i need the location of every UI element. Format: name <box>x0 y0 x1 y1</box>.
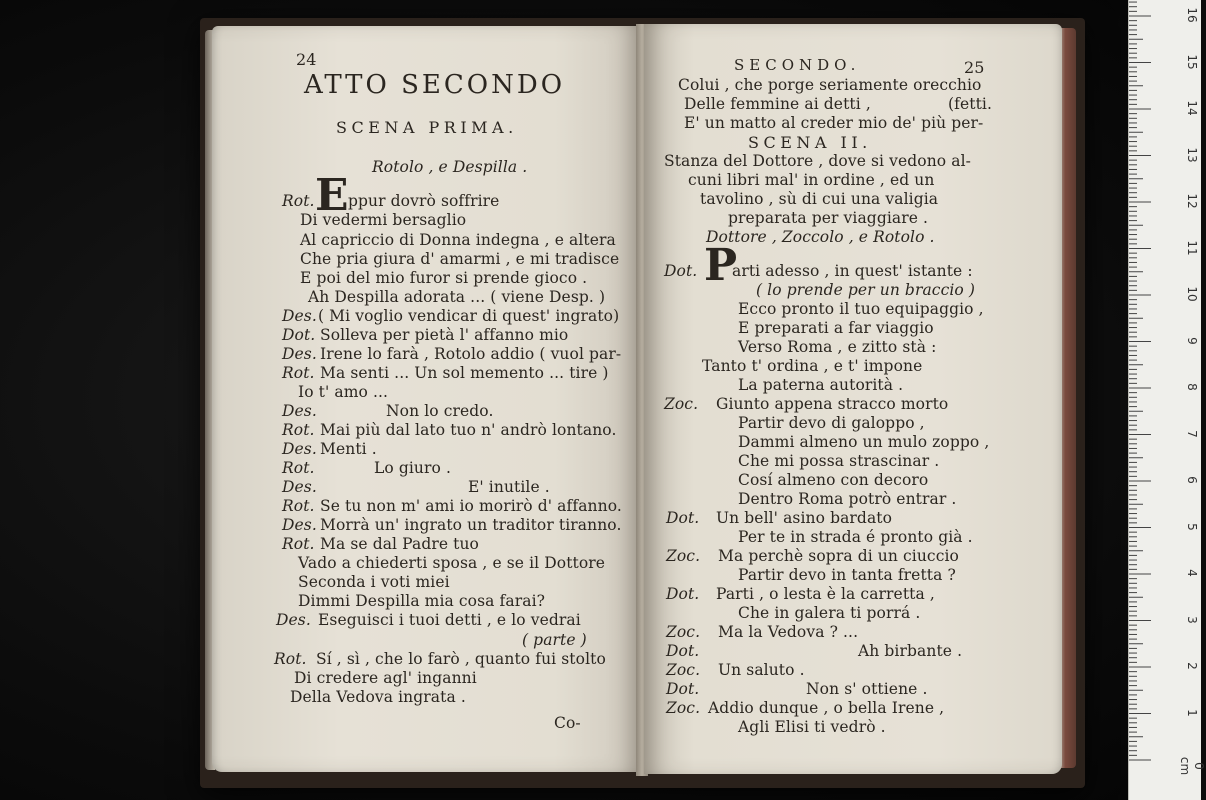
dialogue-line: Di credere agl' inganni <box>294 669 477 687</box>
running-head: SECONDO. <box>734 56 861 74</box>
speaker-label: Rot. <box>282 535 315 553</box>
dialogue-line: E' un matto al creder mio de' più per- <box>684 114 984 132</box>
speaker-label: Rot. <box>282 192 315 210</box>
stage-direction: preparata per viaggiare . <box>728 209 929 227</box>
ruler-label: 10 <box>1185 286 1199 302</box>
speaker-label: Des. <box>282 478 317 496</box>
scene-title: SCENA II. <box>748 133 872 152</box>
dialogue-line: Ma la Vedova ? ... <box>718 623 859 641</box>
dialogue-line: ppur dovrò soffrire <box>348 192 500 210</box>
stage-direction: ( lo prende per un braccio ) <box>756 281 976 299</box>
measuring-ruler <box>1128 0 1201 800</box>
dialogue-line: (fetti. <box>948 95 992 113</box>
dialogue-line: E preparati a far viaggio <box>738 319 934 337</box>
dialogue-line: Seconda i voti miei <box>298 573 450 591</box>
ruler-label: 0 cm <box>1178 756 1206 776</box>
dialogue-line: Per te in strada é pronto già . <box>738 528 973 546</box>
dialogue-line: E poi del mio furor si prende gioco . <box>300 269 588 287</box>
speaker-label: Des. <box>276 611 311 629</box>
speaker-label: Des. <box>282 402 317 420</box>
speaker-label: Dot. <box>666 680 700 698</box>
dialogue-line: Io t' amo ... <box>298 383 389 401</box>
left-page <box>212 26 640 772</box>
catchword: Co- <box>554 714 581 732</box>
speaker-label: Zoc. <box>666 699 701 717</box>
speaker-label: Dot. <box>282 326 316 344</box>
ruler-label: 13 <box>1185 146 1199 163</box>
dialogue-line: Solleva per pietà l' affanno mio <box>320 326 569 344</box>
dialogue-line: Ecco pronto il tuo equipaggio , <box>738 300 984 318</box>
ruler-label: 11 <box>1185 239 1199 256</box>
dialogue-line: Addio dunque , o bella Irene , <box>708 699 945 717</box>
dialogue-line: Morrà un' ingrato un traditor tiranno. <box>320 516 622 534</box>
speaker-label: Zoc. <box>666 623 701 641</box>
dialogue-line: Della Vedova ingrata . <box>290 688 466 706</box>
dialogue-line: Che in galera ti porrá . <box>738 604 921 622</box>
stage-direction: Stanza del Dottore , dove si vedono al- <box>664 152 972 170</box>
speaker-label: Dot. <box>666 509 700 527</box>
ruler-label: 5 <box>1185 522 1199 531</box>
act-title: ATTO SECONDO <box>304 70 566 100</box>
dialogue-line: Partir devo in tanta fretta ? <box>738 566 956 584</box>
dialogue-line: Vado a chiederti sposa , e se il Dottore <box>298 554 606 572</box>
speaker-label: Zoc. <box>664 395 699 413</box>
characters-heading: Rotolo , e Despilla . <box>372 158 528 176</box>
ruler-label: 6 <box>1185 476 1199 484</box>
dialogue-line: Menti . <box>320 440 377 458</box>
ruler-label: 2 <box>1185 662 1199 670</box>
dialogue-line: Irene lo farà , Rotolo addio ( vuol par- <box>320 345 622 363</box>
dialogue-line: Colui , che porge seriamente orecchio <box>678 76 982 94</box>
dialogue-line: Verso Roma , e zitto stà : <box>738 338 937 356</box>
dialogue-line: Ma perchè sopra di un ciuccio <box>718 547 959 565</box>
drop-cap: E <box>315 170 349 221</box>
speaker-label: Dot. <box>664 262 698 280</box>
speaker-label: Zoc. <box>666 547 701 565</box>
ruler-label: 16 <box>1185 7 1199 23</box>
ruler-label: 15 <box>1185 53 1199 70</box>
dialogue-line: Tanto t' ordina , e t' impone <box>702 357 923 375</box>
dialogue-line: Cosí almeno con decoro <box>738 471 929 489</box>
scene-title: SCENA PRIMA. <box>336 118 518 137</box>
dialogue-line: Non s' ottiene . <box>806 680 928 698</box>
speaker-label: Rot. <box>282 459 315 477</box>
ruler-label: 14 <box>1185 100 1199 116</box>
ruler-label: 3 <box>1185 615 1199 624</box>
dialogue-line: Parti , o lesta è la carretta , <box>716 585 935 603</box>
dialogue-line: Eseguisci i tuoi detti , e lo vedrai <box>318 611 581 629</box>
dialogue-line: Che pria giura d' amarmi , e mi tradisce <box>300 250 620 268</box>
ruler-label: 7 <box>1185 429 1199 438</box>
speaker-label: Des. <box>282 345 317 363</box>
dialogue-line: Delle femmine ai detti , <box>684 95 871 113</box>
dialogue-line: Un saluto . <box>718 661 805 679</box>
stage-direction: cuni libri mal' in ordine , ed un <box>688 171 935 189</box>
dialogue-line: Dammi almeno un mulo zoppo , <box>738 433 990 451</box>
dialogue-line: Ma senti ... Un sol memento ... tire ) <box>320 364 609 382</box>
speaker-label: Dot. <box>666 585 700 603</box>
right-page-number: 25 <box>964 58 985 77</box>
dialogue-line: Al capriccio di Donna indegna , e altera <box>300 231 616 249</box>
dialogue-line: Un bell' asino bardato <box>716 509 893 527</box>
dialogue-line: Che mi possa strascinar . <box>738 452 940 470</box>
speaker-label: Dot. <box>666 642 700 660</box>
characters-heading: Dottore , Zoccolo , e Rotolo . <box>706 228 935 246</box>
dialogue-line: Dimmi Despilla mia cosa farai? <box>298 592 546 610</box>
ruler-label: 12 <box>1185 193 1199 209</box>
stage-direction: ( parte ) <box>522 631 587 649</box>
dialogue-line: Non lo credo. <box>386 402 494 420</box>
speaker-label: Des. <box>282 440 317 458</box>
dialogue-line: ( Mi voglio vendicar di quest' ingrato) <box>318 307 620 325</box>
speaker-label: Des. <box>282 516 317 534</box>
dialogue-line: Lo giuro . <box>374 459 452 477</box>
dialogue-line: Agli Elisi ti vedrò . <box>738 718 886 736</box>
dialogue-line: Mai più dal lato tuo n' andrò lontano. <box>320 421 617 439</box>
ruler-label: 1 <box>1185 708 1199 717</box>
drop-cap: P <box>704 240 738 291</box>
dialogue-line: Di vedermi bersaglio <box>300 211 467 229</box>
dialogue-line: E' inutile . <box>468 478 550 496</box>
stage-direction: tavolino , sù di cui una valigia <box>700 190 939 208</box>
ruler-label: 9 <box>1185 336 1199 345</box>
speaker-label: Zoc. <box>666 661 701 679</box>
speaker-label: Rot. <box>274 650 307 668</box>
dialogue-line: Sí , sì , che lo farò , quanto fui stolto <box>316 650 606 668</box>
dialogue-line: Ah Despilla adorata ... ( viene Desp. ) <box>308 288 606 306</box>
dialogue-line: Dentro Roma potrò entrar . <box>738 490 957 508</box>
dialogue-line: Se tu non m' ami io morirò d' affanno. <box>320 497 622 515</box>
dialogue-line: arti adesso , in quest' istante : <box>732 262 973 280</box>
dialogue-line: Giunto appena stracco morto <box>716 395 949 413</box>
speaker-label: Rot. <box>282 421 315 439</box>
speaker-label: Rot. <box>282 497 315 515</box>
speaker-label: Rot. <box>282 364 315 382</box>
dialogue-line: Ma se dal Padre tuo <box>320 535 479 553</box>
dialogue-line: La paterna autorità . <box>738 376 904 394</box>
ruler-label: 4 <box>1185 569 1199 577</box>
speaker-label: Des. <box>282 307 317 325</box>
right-page <box>644 24 1062 774</box>
left-page-number: 24 <box>296 50 317 69</box>
dialogue-line: Ah birbante . <box>858 642 963 660</box>
ruler-ticks <box>1129 0 1201 800</box>
dialogue-line: Partir devo di galoppo , <box>738 414 925 432</box>
ruler-label: 8 <box>1185 383 1199 391</box>
